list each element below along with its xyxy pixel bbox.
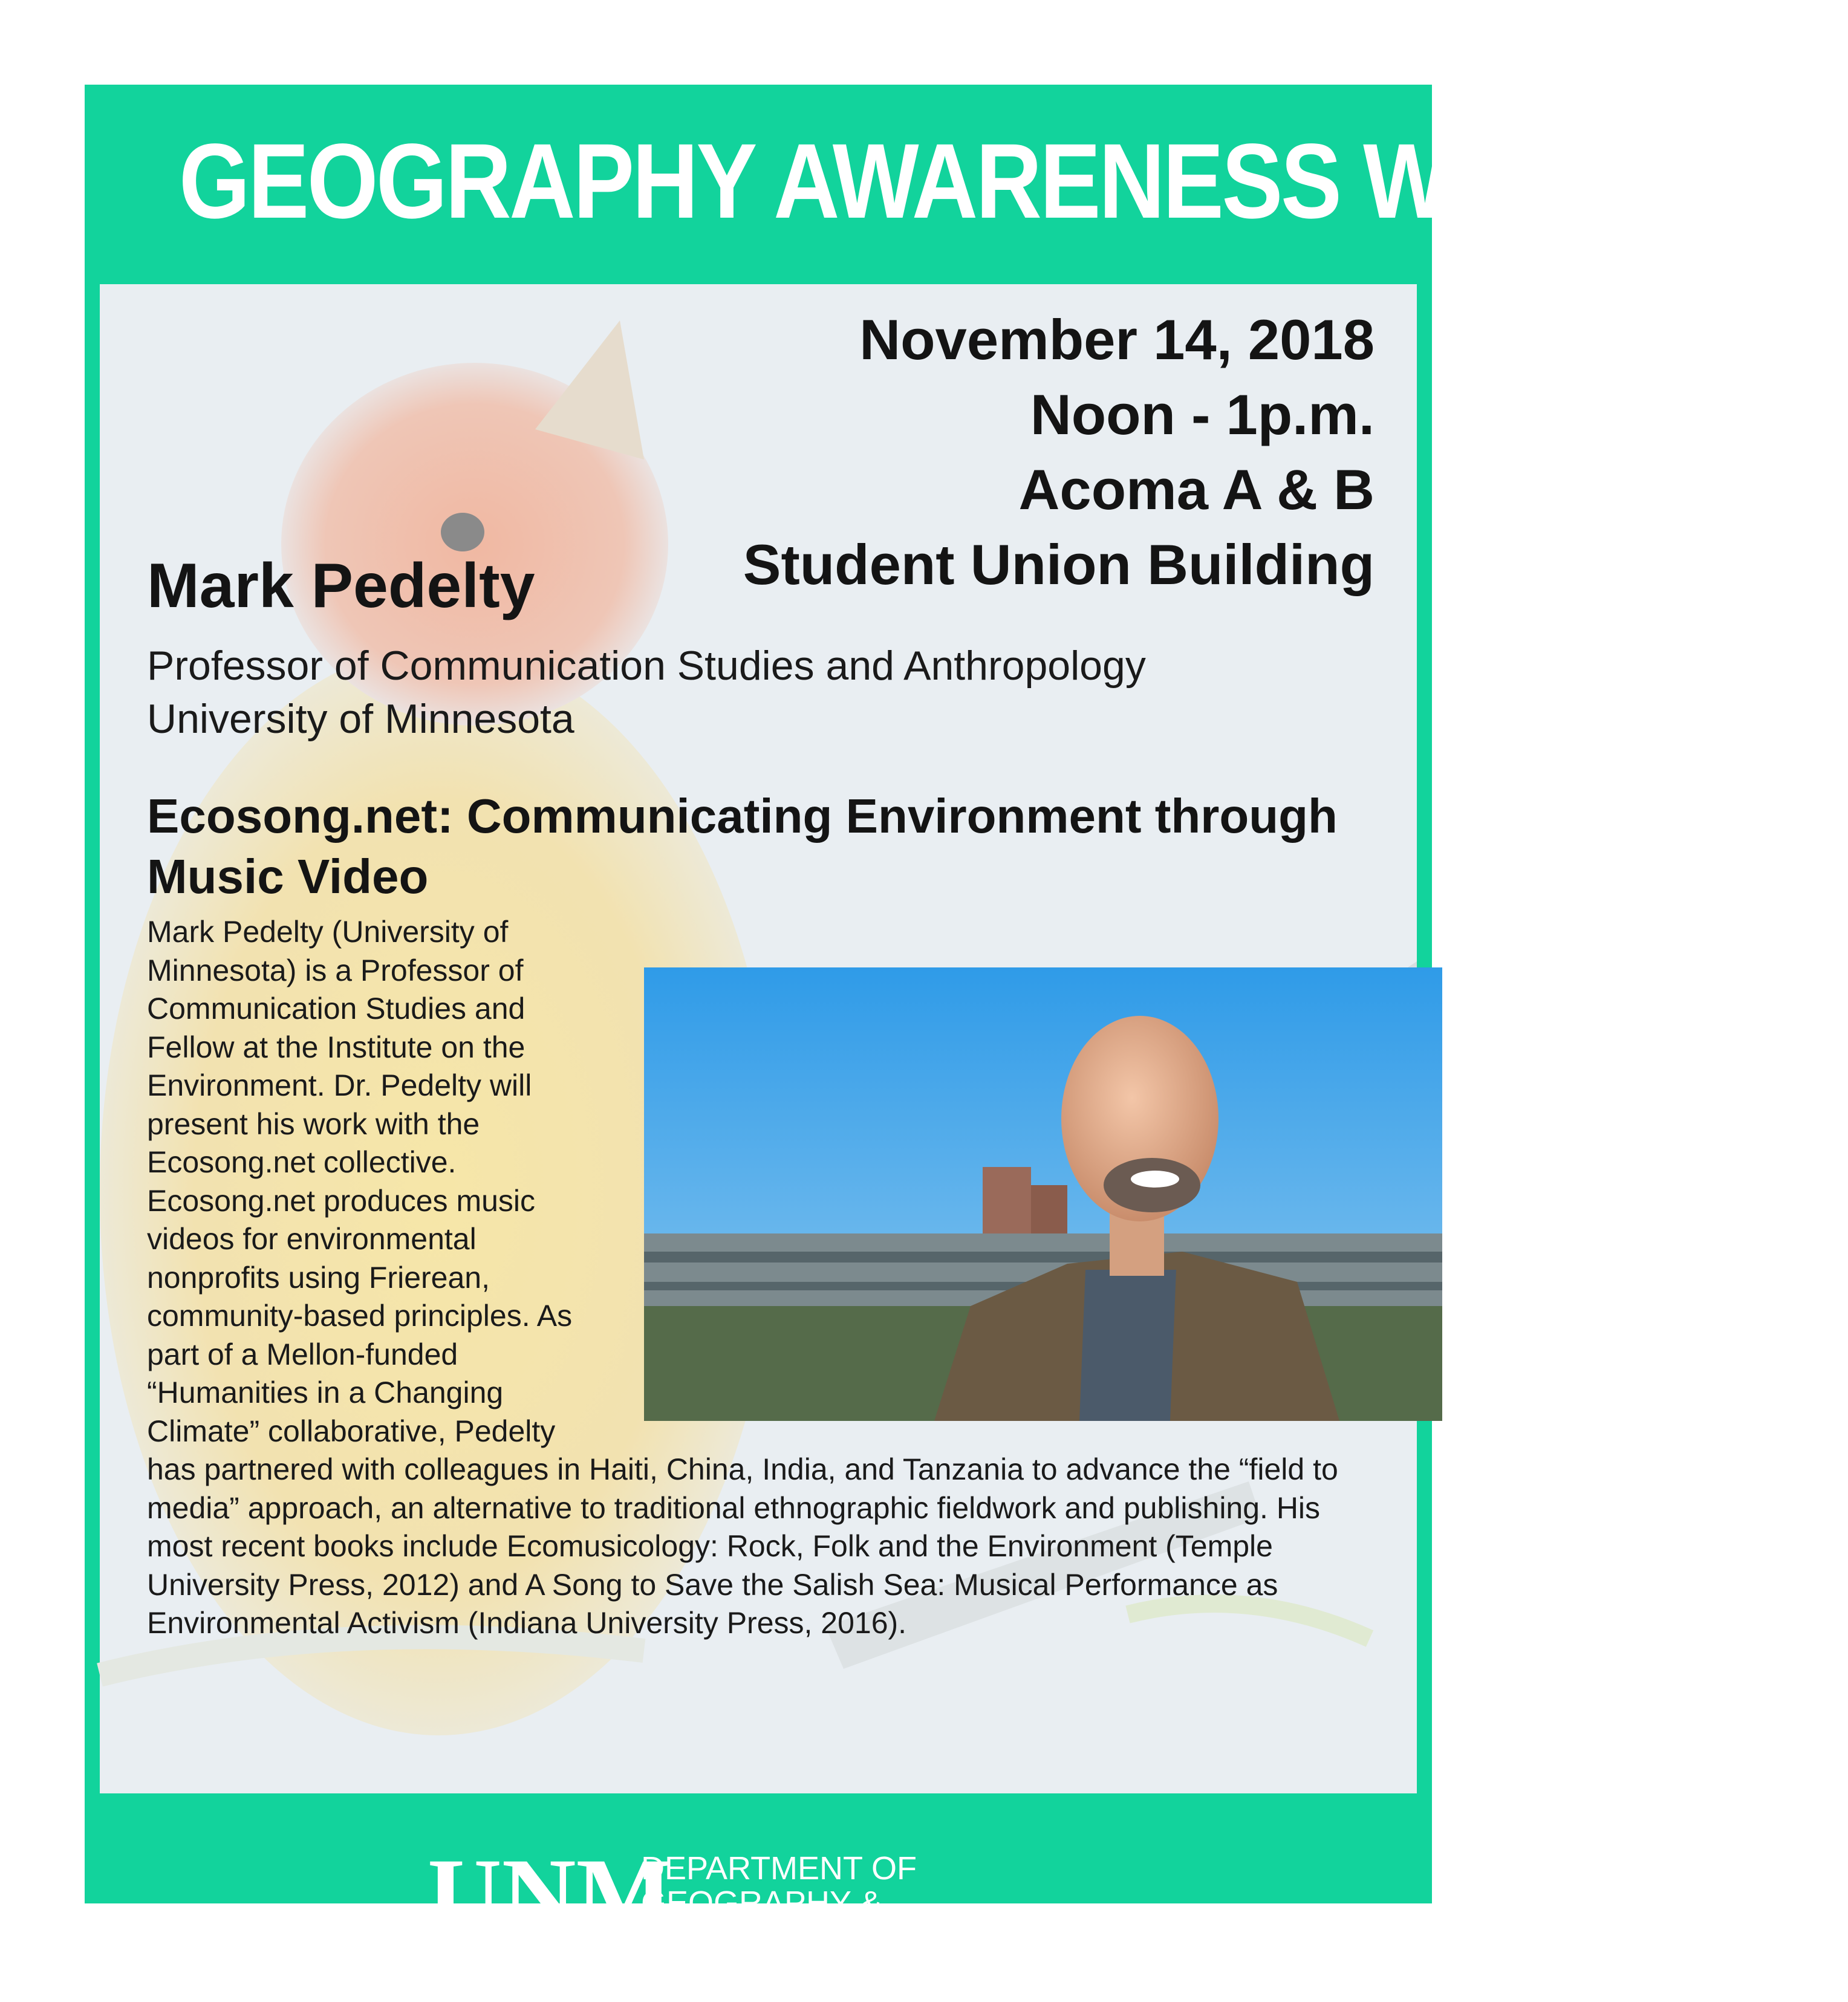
content-panel (100, 284, 1417, 1793)
dept-line-2: GEOGRAPHY & (641, 1885, 882, 1921)
speaker-position: Professor of Communication Studies and Anthropology (147, 643, 1146, 689)
dept-line-1: DEPARTMENT OF (641, 1850, 917, 1887)
speaker-institution: University of Minnesota (147, 696, 574, 742)
unm-logo (428, 1838, 673, 1965)
unm-logo-lettermark: UNM (428, 1838, 673, 1951)
department-name (641, 1851, 1069, 1955)
event-date: November 14, 2018 (859, 308, 1375, 371)
speaker-name: Mark Pedelty (147, 551, 535, 621)
event-building: Student Union Building (743, 533, 1375, 596)
event-time: Noon - 1p.m. (1030, 383, 1375, 446)
speaker-photo (644, 967, 1442, 1421)
event-details (743, 302, 1375, 602)
flyer (85, 85, 1848, 1955)
event-room: Acoma A & B (1018, 458, 1375, 521)
bio-text: Mark Pedelty (University of Minnesota) is a Professor of Communication Studies and Fellow at the Institute on the Environment. Dr. Pedelty will present his work with the Ecosong.net collective. Ecosong.net produces music videos for environmental nonprofits using Frierean, community-based principles. As part of a Mellon-funded “Humanities in a Changing Climate” collaborative, Pedelty has partnered with colleagues in Haiti, China, India, and Tanzania to advance the “field to media” approach, an alternative to traditional ethnographic fieldwork and publishing. His most recent books include Ecomusicology: Rock, Folk and the Environment (Temple University Press, 2012) and A Song to Save the Salish Sea: Musical Performance as Environmental Activism (Indiana University Press, 2016). (147, 915, 1338, 1640)
dept-line-3: ENVIRONMENTAL STUDIES (641, 1919, 1070, 1955)
banner-title: GEOGRAPHY AWARENESS WEEK 2018 (178, 122, 1848, 241)
talk-title: Ecosong.net: Communicating Environment through Music Video (147, 789, 1338, 903)
